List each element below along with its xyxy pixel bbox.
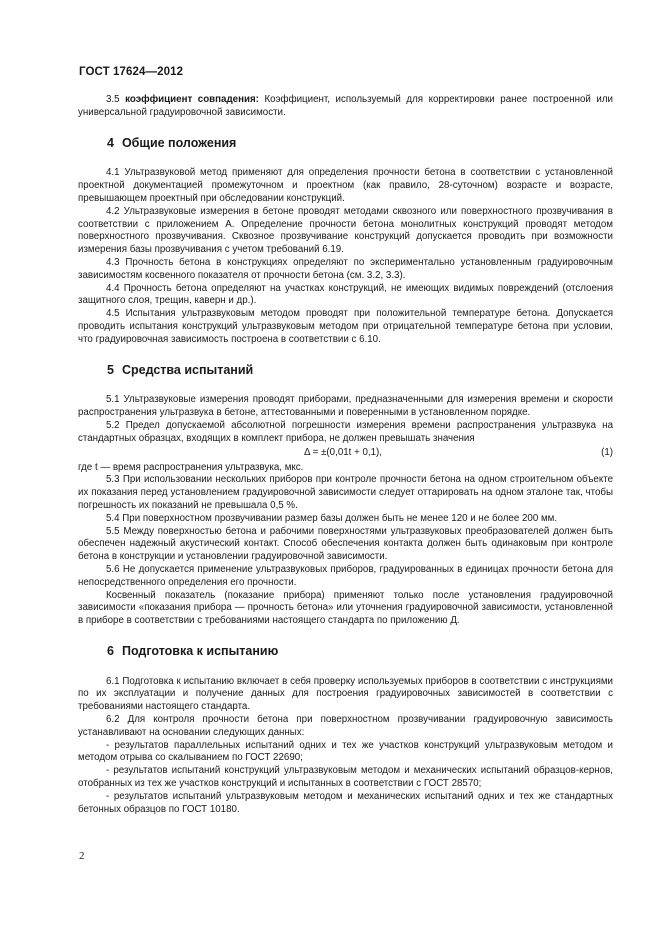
list-item: - результатов испытаний конструкций ультразвуковым методом и механических испытаний образцов-кернов, отобранных из тех же участков конструкций и испытанных в соответствии с ГОСТ 28570; <box>78 765 613 790</box>
term-definition: Коэффициент, используемый для корректировки ранее построенной или универсальной градуировочной зависимости. <box>78 94 613 118</box>
clause-4-4: 4.4 Прочность бетона определяют на участках конструкций, не имеющих видимых повреждений (отслоения защитного слоя, трещин, каверн и др.). <box>78 282 613 307</box>
clause-5-2: 5.2 Предел допускаемой абсолютной погрешности измерения времени распространения ультразвука на стандартных образцах, входящих в комплект прибора, не должен превышать значения <box>78 419 613 444</box>
document-body <box>78 94 613 816</box>
section-5-title: 5 Средства испытаний <box>107 362 254 377</box>
clause-5-3: 5.3 При использовании нескольких приборов при контроле прочности бетона на одном строительном объекте их показания перед установлением градуировочной зависимости следует оттарировать на одном эталоне так, чтобы погрешность их показаний не превышала 0,5 %. <box>78 474 613 511</box>
formula-number: (1) <box>601 446 613 458</box>
list-item: - результатов испытаний ультразвуковым методом и механических испытаний одних и тех же стандартных бетонных образцов по ГОСТ 10180. <box>78 790 613 815</box>
clause-3-5 <box>78 94 613 120</box>
formula-1 <box>78 447 613 462</box>
clause-5-6: 5.6 Не допускается применение ультразвуковых приборов, градуированных в единицах прочности бетона для непосредственного определения его прочности. <box>78 563 613 588</box>
formula-expression: Δ = ±(0,01t + 0,1), <box>304 446 382 458</box>
document-header: ГОСТ 17624—2012 <box>79 66 184 78</box>
clause-4-2: 4.2 Ультразвуковые измерения в бетоне проводят методами сквозного или поверхностного прозвучивания в соответствии с приложением А. Определение прочности бетона монолитных конструкций проводят методом поверхностного прозвучивания. Сквозное прозвучивание конструкций допускается проводить при возможности измерения базы прозвучивания с учетом требований 6.19. <box>78 205 613 256</box>
clause-5-1: 5.1 Ультразвуковые измерения проводят приборами, предназначенными для измерения времени и скорости распространения ультразвука в бетоне, аттестованными и поверенными в установленном порядке. <box>78 394 613 419</box>
clause-6-2: 6.2 Для контроля прочности бетона при поверхностном прозвучивании градуировочную зависимость устанавливают на основании следующих данных: <box>78 714 613 738</box>
section-6-title: 6 Подготовка к испытанию <box>107 643 279 658</box>
clause-number: 3.5 <box>106 94 120 105</box>
clause-4-5: 4.5 Испытания ультразвуковым методом проводят при положительной температуре бетона. Допускается проводить испытания конструкций ультразвуковым методом при отрицательной температуре бетона при условии, что градуировочная зависимость построена в соответствии с 6.10. <box>78 308 613 345</box>
page-number: 2 <box>79 850 85 862</box>
clause-5-6-note: Косвенный показатель (показание прибора) применяют только после установления градуировочной зависимости «показания прибора — прочность бетона» или уточнения градуировочной зависимости, установленной в приборе в соответствии с требованиями настоящего стандарта по приложению Д. <box>78 589 613 627</box>
section-4-title: 4 Общие положения <box>107 135 237 150</box>
list-item: - результатов параллельных испытаний одних и тех же участков конструкций ультразвуковым методом и методом отрыва со скалыванием по ГОСТ 22690; <box>78 739 613 764</box>
clause-4-1: 4.1 Ультразвуковой метод применяют для определения прочности бетона в соответствии с установленной проектной документацией промежуточном и проектном (как правило, 28-суточном) возрасте и возрасте, превышающем проектный при обследовании конструкций. <box>78 167 613 204</box>
clause-5-5: 5.5 Между поверхностью бетона и рабочими поверхностями ультразвуковых преобразователей должен быть обеспечен надежный акустический контакт. Способ обеспечения контакта должен быть одинаковым при контроле бетона в конструкции и установлении градуировочной зависимости. <box>78 525 613 563</box>
clause-6-1: 6.1 Подготовка к испытанию включает в себя проверку используемых приборов в соответствии с инструкциями по их эксплуатации и получение данных для построения градуировочных зависимостей в соответствии с требованиями настоящего стандарта. <box>78 675 613 713</box>
term-bold: коэффициент совпадения: <box>125 94 259 105</box>
clause-5-4: 5.4 При поверхностном прозвучивании размер базы должен быть не менее 120 и не более 200 мм. <box>106 512 558 524</box>
formula-where: где t — время распространения ультразвука, мкс. <box>78 461 304 473</box>
clause-4-3: 4.3 Прочность бетона в конструкциях определяют по экспериментально установленным градуировочным зависимостям косвенного показателя от прочности бетона (см. 3.2, 3.3). <box>78 256 613 281</box>
